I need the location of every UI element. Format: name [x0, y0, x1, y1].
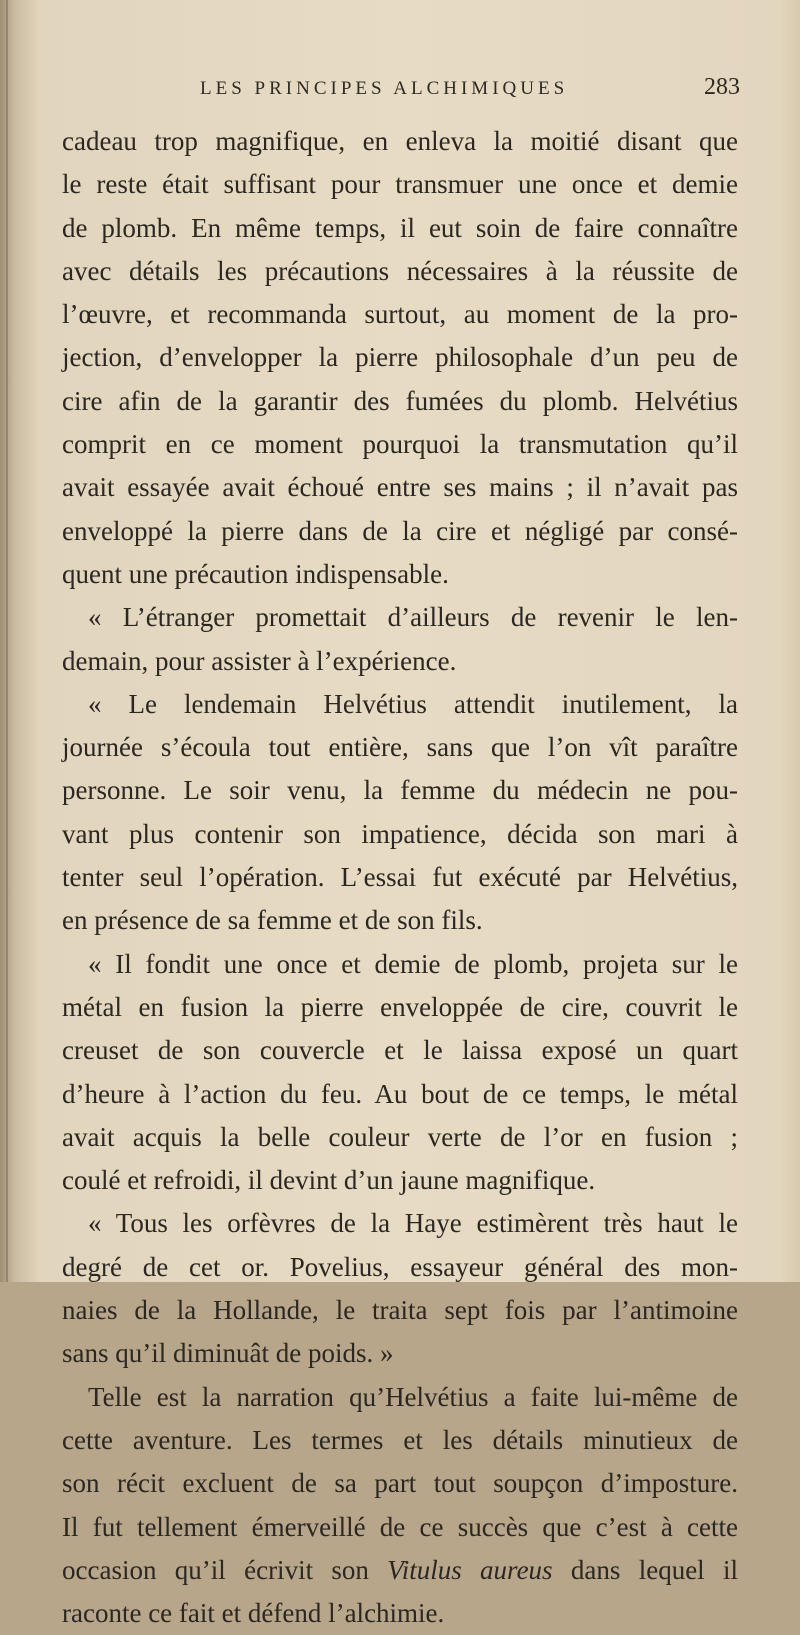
- text-fragment: occasion qu’il écrivit son: [62, 1554, 388, 1585]
- book-title-vitulus-aureus: Vitulus aureus: [387, 1554, 553, 1585]
- text-line: l’œuvre, et recommanda surtout, au moment de la pro-: [62, 299, 738, 330]
- text-line: enveloppé la pierre dans de la cire et négligé par consé-: [62, 515, 738, 546]
- page-number: 283: [704, 74, 740, 100]
- text-line: degré de cet or. Povelius, essayeur général des mon-: [62, 1251, 738, 1282]
- text-line: le reste était suffisant pour transmuer une once et demie: [62, 169, 738, 200]
- text-line: cette aventure. Les termes et les détails minutieux de: [62, 1424, 738, 1455]
- text-line: creuset de son couvercle et le laissa exposé un quart: [62, 1035, 738, 1066]
- text-line: coulé et refroidi, il devint d’un jaune magnifique.: [62, 1165, 596, 1196]
- text-line: avait essayée avait échoué entre ses mains ; il n’avait pas: [62, 472, 738, 503]
- text-line: son récit excluent de sa part tout soupçon d’imposture.: [62, 1468, 738, 1499]
- page-gutter: [6, 0, 8, 1282]
- text-line: en présence de sa femme et de son fils.: [62, 905, 483, 936]
- text-line: « Le lendemain Helvétius attendit inutilement, la: [88, 688, 738, 719]
- text-line: Telle est la narration qu’Helvétius a faite lui-même de: [88, 1381, 738, 1412]
- text-line: naies de la Hollande, le traita sept fois par l’antimoine: [62, 1295, 738, 1326]
- text-line: cire afin de la garantir des fumées du plomb. Helvétius: [62, 385, 738, 416]
- text-line: quent une précaution indispensable.: [62, 558, 449, 589]
- running-title: LES PRINCIPES ALCHIMIQUES: [200, 78, 569, 99]
- running-header: [200, 74, 740, 110]
- text-line: métal en fusion la pierre enveloppée de cire, couvrit le: [62, 991, 738, 1022]
- text-line: personne. Le soir venu, la femme du médecin ne pou-: [62, 775, 738, 806]
- text-fragment: dans lequel il: [552, 1554, 738, 1585]
- text-line: tenter seul l’opération. L’essai fut exécuté par Helvétius,: [62, 862, 738, 893]
- text-line: journée s’écoula tout entière, sans que l’on vît paraître: [62, 732, 738, 763]
- text-line: demain, pour assister à l’expérience.: [62, 645, 457, 676]
- text-line: jection, d’envelopper la pierre philosophale d’un peu de: [62, 342, 738, 373]
- text-line: Il fut tellement émerveillé de ce succès que c’est à cette: [62, 1511, 738, 1542]
- text-line: cadeau trop magnifique, en enleva la moitié disant que: [62, 126, 738, 156]
- text-line: « Tous les orfèvres de la Haye estimèrent très haut le: [88, 1208, 738, 1239]
- text-line: [62, 1549, 738, 1592]
- text-line: vant plus contenir son impatience, décida son mari à: [62, 818, 738, 849]
- text-line: « L’étranger promettait d’ailleurs de revenir le len-: [88, 602, 738, 633]
- text-line: avait acquis la belle couleur verte de l’or en fusion ;: [62, 1121, 738, 1152]
- text-line: d’heure à l’action du feu. Au bout de ce temps, le métal: [62, 1078, 738, 1109]
- text-line: comprit en ce moment pourquoi la transmutation qu’il: [62, 429, 738, 460]
- text-line: avec détails les précautions nécessaires à la réussite de: [62, 255, 738, 286]
- body-text: [62, 120, 738, 1635]
- text-line: sans qu’il diminuât de poids. »: [62, 1338, 394, 1369]
- text-line: « Il fondit une once et demie de plomb, projeta sur le: [88, 948, 738, 979]
- text-line: raconte ce fait et défend l’alchimie.: [62, 1598, 445, 1629]
- text-line: de plomb. En même temps, il eut soin de faire connaître: [62, 212, 738, 243]
